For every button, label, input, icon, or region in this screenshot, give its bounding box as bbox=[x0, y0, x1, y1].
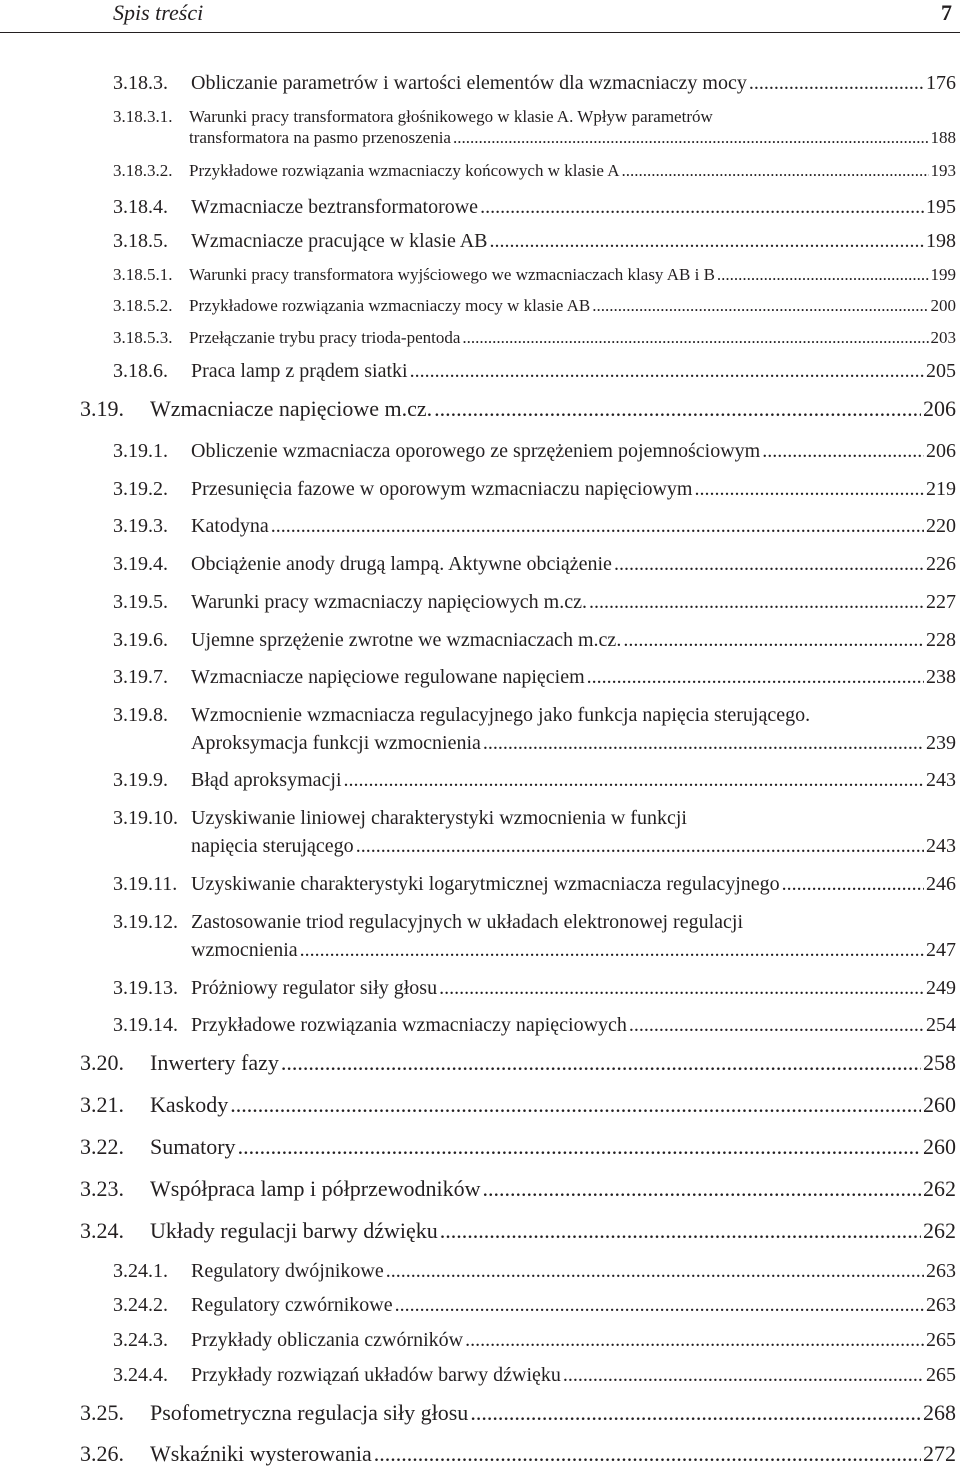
toc-entry-title: Praca lamp z prądem siatki bbox=[191, 360, 408, 382]
leader-dots bbox=[462, 328, 928, 348]
toc-entry-page: 176 bbox=[926, 72, 956, 94]
toc-entry-page: 205 bbox=[926, 360, 956, 382]
toc-entry-number: 3.18.5. bbox=[113, 230, 168, 252]
toc-entry-title: Ujemne sprzężenie zwrotne we wzmacniaczach m.cz. bbox=[191, 629, 622, 651]
toc-entry-number: 3.21. bbox=[80, 1092, 124, 1117]
toc-entry[interactable] bbox=[113, 807, 687, 830]
toc-entry-page: 200 bbox=[930, 296, 956, 315]
toc-entry-title: Przykładowe rozwiązania wzmacniaczy napięciowych bbox=[191, 1014, 627, 1036]
leader-dots bbox=[271, 515, 924, 538]
toc-entry-number: 3.18.5.3. bbox=[113, 328, 173, 347]
toc-entry-page: 262 bbox=[923, 1176, 956, 1201]
toc-entry-page: 206 bbox=[926, 440, 956, 462]
header-rule bbox=[0, 32, 960, 33]
leader-dots bbox=[782, 873, 924, 896]
toc-entry[interactable] bbox=[80, 1400, 956, 1426]
toc-entry-number: 3.24.3. bbox=[113, 1329, 168, 1351]
toc-entry-number: 3.22. bbox=[80, 1134, 124, 1159]
leader-dots bbox=[238, 1134, 921, 1160]
toc-entry-number: 3.18.5.1. bbox=[113, 265, 173, 284]
toc-entry[interactable] bbox=[113, 1364, 956, 1387]
toc-entry[interactable] bbox=[113, 704, 810, 727]
toc-entry-page: 206 bbox=[923, 396, 956, 421]
toc-entry-number: 3.24. bbox=[80, 1218, 124, 1243]
leader-dots bbox=[395, 1294, 924, 1317]
toc-entry-page: 198 bbox=[926, 230, 956, 252]
leader-dots bbox=[356, 835, 924, 858]
toc-entry-page: 199 bbox=[930, 265, 956, 284]
toc-entry-number: 3.18.3.1. bbox=[113, 107, 173, 126]
toc-entry-page: 260 bbox=[923, 1092, 956, 1117]
toc-entry[interactable] bbox=[113, 161, 956, 181]
toc-entry-title: Sumatory bbox=[150, 1134, 236, 1159]
toc-entry-title: Układy regulacji barwy dźwięku bbox=[150, 1218, 438, 1243]
toc-entry-number: 3.19.10. bbox=[113, 807, 178, 829]
toc-entry-number: 3.18.3. bbox=[113, 72, 168, 94]
toc-entry[interactable] bbox=[113, 296, 956, 316]
leader-dots bbox=[281, 1050, 921, 1076]
toc-entry[interactable] bbox=[80, 1134, 956, 1160]
toc-entry-page: 263 bbox=[926, 1294, 956, 1316]
toc-entry-number: 3.19.2. bbox=[113, 478, 168, 500]
toc-entry-number: 3.18.6. bbox=[113, 360, 168, 382]
leader-dots bbox=[717, 265, 929, 285]
leader-dots bbox=[483, 732, 924, 755]
toc-entry-page: 262 bbox=[923, 1218, 956, 1243]
toc-entry[interactable] bbox=[113, 1294, 956, 1317]
toc-entry-title: Wzmacniacze beztransformatorowe bbox=[191, 196, 479, 218]
leader-dots bbox=[614, 553, 924, 576]
toc-entry-page: 220 bbox=[926, 515, 956, 537]
page-number: 7 bbox=[941, 0, 952, 25]
leader-dots bbox=[230, 1092, 921, 1118]
toc-entry-number: 3.19.8. bbox=[113, 704, 168, 726]
toc-entry[interactable] bbox=[113, 591, 956, 614]
toc-entry-title: Przykładowe rozwiązania wzmacniaczy mocy w klasie AB bbox=[189, 296, 591, 315]
toc-entry-title: Uzyskiwanie liniowej charakterystyki wzmocnienia w funkcji bbox=[191, 807, 687, 829]
toc-entry-title: Przesunięcia fazowe w oporowym wzmacniaczu napięciowym bbox=[191, 478, 693, 500]
running-title: Spis treści bbox=[113, 0, 204, 25]
toc-entry-page: 258 bbox=[923, 1050, 956, 1075]
toc-entry-page: 228 bbox=[926, 629, 956, 651]
toc-entry[interactable] bbox=[113, 515, 956, 538]
leader-dots bbox=[622, 161, 929, 181]
toc-entry-number: 3.19.5. bbox=[113, 591, 168, 613]
toc-entry-title: Warunki pracy wzmacniaczy napięciowych m.cz. bbox=[191, 591, 587, 613]
leader-dots bbox=[592, 296, 928, 316]
toc-entry-title: Wzmacniacze napięciowe m.cz. bbox=[150, 396, 433, 421]
toc-entry[interactable] bbox=[113, 440, 956, 463]
toc-entry[interactable] bbox=[113, 196, 956, 219]
toc-entry-title: Przykłady obliczania czwórników bbox=[191, 1329, 464, 1351]
leader-dots bbox=[386, 1260, 924, 1283]
toc-entry-title: Wskaźniki wysterowania bbox=[150, 1441, 372, 1466]
toc-entry-title: Kaskody bbox=[150, 1092, 229, 1117]
toc-entry-number: 3.19.9. bbox=[113, 769, 168, 791]
toc-entry-title: Wzmacniacze pracujące w klasie AB bbox=[191, 230, 488, 252]
toc-entry-number: 3.19.12. bbox=[113, 911, 178, 933]
toc-entry-page: 203 bbox=[930, 328, 956, 347]
toc-entry-page: 219 bbox=[926, 478, 956, 500]
leader-dots bbox=[589, 591, 924, 614]
toc-entry-number: 3.19.6. bbox=[113, 629, 168, 651]
toc-entry-number: 3.18.4. bbox=[113, 196, 168, 218]
toc-entry-page: 246 bbox=[926, 873, 956, 895]
toc-entry[interactable] bbox=[113, 553, 956, 576]
toc-entry-title: Przykłady rozwiązań układów barwy dźwięku bbox=[191, 1364, 561, 1386]
toc-entry[interactable] bbox=[113, 629, 956, 652]
toc-entry[interactable] bbox=[113, 265, 956, 285]
toc-entry-number: 3.24.1. bbox=[113, 1260, 168, 1282]
toc-entry[interactable] bbox=[113, 230, 956, 253]
toc-entry-title: Psofometryczna regulacja siły głosu bbox=[150, 1400, 469, 1425]
toc-entry-number: 3.19.7. bbox=[113, 666, 168, 688]
leader-dots bbox=[623, 629, 924, 652]
toc-entry-title: Regulatory dwójnikowe bbox=[191, 1260, 384, 1282]
toc-entry[interactable] bbox=[113, 360, 956, 383]
page-header bbox=[0, 0, 960, 34]
toc-entry-title-continued: transformatora na pasmo przenoszenia bbox=[189, 128, 451, 147]
toc-entry-page: 249 bbox=[926, 977, 956, 999]
toc-entry-number: 3.18.3.2. bbox=[113, 161, 173, 180]
leader-dots bbox=[762, 440, 924, 463]
toc-entry-title: Zastosowanie triod regulacyjnych w układach elektronowej regulacji bbox=[191, 911, 744, 933]
toc-entry-title: Przełączanie trybu pracy trioda-pentoda bbox=[189, 328, 461, 347]
toc-entry[interactable] bbox=[80, 1092, 956, 1118]
toc-entry-page: 193 bbox=[930, 161, 956, 180]
toc-entry-number: 3.19.3. bbox=[113, 515, 168, 537]
toc-entry[interactable] bbox=[113, 1014, 956, 1037]
toc-entry[interactable] bbox=[113, 769, 956, 792]
toc-entry-title: Przykładowe rozwiązania wzmacniaczy końcowych w klasie A bbox=[189, 161, 620, 180]
toc-entry-title: Regulatory czwórnikowe bbox=[191, 1294, 393, 1316]
toc-entry-page: 254 bbox=[926, 1014, 956, 1036]
leader-dots bbox=[470, 1400, 921, 1426]
leader-dots bbox=[300, 939, 924, 962]
toc-entry[interactable] bbox=[113, 1329, 956, 1352]
toc-entry-page: 260 bbox=[923, 1134, 956, 1159]
toc-entry-page: 263 bbox=[926, 1260, 956, 1282]
toc-entry-number: 3.18.5.2. bbox=[113, 296, 173, 315]
toc-entry-page: 243 bbox=[926, 769, 956, 791]
toc-entry-page: 238 bbox=[926, 666, 956, 688]
toc-entry-page: 265 bbox=[926, 1329, 956, 1351]
toc-entry-number: 3.19.4. bbox=[113, 553, 168, 575]
toc-entry[interactable] bbox=[113, 977, 956, 1000]
toc-entry-continuation[interactable] bbox=[191, 732, 956, 755]
toc-entry-page: 188 bbox=[930, 128, 956, 147]
toc-entry-title: Wzmacniacze napięciowe regulowane napięciem bbox=[191, 666, 585, 688]
toc-entry-title: Uzyskiwanie charakterystyki logarytmicznej wzmacniacza regulacyjnego bbox=[191, 873, 780, 895]
toc-entry[interactable] bbox=[113, 478, 956, 501]
toc-entry[interactable] bbox=[80, 1441, 956, 1467]
toc-entry[interactable] bbox=[113, 911, 743, 934]
toc-entry-page: 272 bbox=[923, 1441, 956, 1466]
toc-entry-number: 3.24.2. bbox=[113, 1294, 168, 1316]
toc-entry-page: 243 bbox=[926, 835, 956, 857]
toc-entry-page: 247 bbox=[926, 939, 956, 961]
toc-entry-number: 3.19.1. bbox=[113, 440, 168, 462]
toc-entry-title: Współpraca lamp i półprzewodników bbox=[150, 1176, 481, 1201]
leader-dots bbox=[374, 1441, 921, 1467]
toc-entry[interactable] bbox=[113, 107, 713, 127]
toc-entry-page: 227 bbox=[926, 591, 956, 613]
toc-entry[interactable] bbox=[80, 1176, 956, 1202]
toc-entry-title: Inwertery fazy bbox=[150, 1050, 279, 1075]
toc-entry-number: 3.20. bbox=[80, 1050, 124, 1075]
toc-entry-title: Wzmocnienie wzmacniacza regulacyjnego jako funkcja napięcia sterującego. bbox=[191, 704, 811, 726]
toc-entry-title: Warunki pracy transformatora głośnikowego w klasie A. Wpływ parametrów bbox=[189, 107, 713, 126]
toc-entry-number: 3.24.4. bbox=[113, 1364, 168, 1386]
toc-entry-number: 3.25. bbox=[80, 1400, 124, 1425]
toc-entry-title: Obciążenie anody drugą lampą. Aktywne obciążenie bbox=[191, 553, 612, 575]
leader-dots bbox=[694, 478, 924, 501]
toc-entry-continuation[interactable] bbox=[191, 939, 956, 962]
toc-entry-number: 3.26. bbox=[80, 1441, 124, 1466]
toc-entry-title: Warunki pracy transformatora wyjściowego we wzmacniaczach klasy AB i B bbox=[189, 265, 715, 284]
toc-entry-title: Obliczanie parametrów i wartości elementów dla wzmacniaczy mocy bbox=[191, 72, 747, 94]
toc-entry-page: 226 bbox=[926, 553, 956, 575]
toc-entry-page: 265 bbox=[926, 1364, 956, 1386]
toc-entry-title-continued: wzmocnienia bbox=[191, 939, 298, 961]
leader-dots bbox=[344, 769, 924, 792]
toc-entry-page: 195 bbox=[926, 196, 956, 218]
leader-dots bbox=[629, 1014, 924, 1037]
leader-dots bbox=[490, 230, 924, 253]
toc-entry[interactable] bbox=[113, 666, 956, 689]
leader-dots bbox=[434, 396, 921, 422]
toc-entry[interactable] bbox=[113, 328, 956, 348]
leader-dots bbox=[465, 1329, 924, 1352]
toc-entry[interactable] bbox=[113, 1260, 956, 1283]
toc-entry-page: 239 bbox=[926, 732, 956, 754]
toc-entry-continuation[interactable] bbox=[191, 835, 956, 858]
toc-entry[interactable] bbox=[113, 873, 956, 896]
toc-entry[interactable] bbox=[113, 72, 956, 95]
toc-entry-number: 3.19. bbox=[80, 396, 124, 421]
leader-dots bbox=[410, 360, 924, 383]
toc-entry-number: 3.23. bbox=[80, 1176, 124, 1201]
toc-entry-title: Próżniowy regulator siły głosu bbox=[191, 977, 438, 999]
toc-entry-title-continued: napięcia sterującego bbox=[191, 835, 354, 857]
toc-entry-page: 268 bbox=[923, 1400, 956, 1425]
toc-entry-title: Obliczenie wzmacniacza oporowego ze sprzężeniem pojemnościowym bbox=[191, 440, 761, 462]
leader-dots bbox=[749, 72, 924, 95]
toc-entry[interactable] bbox=[80, 1050, 956, 1076]
toc-entry-title: Katodyna bbox=[191, 515, 269, 537]
toc-entry-continuation[interactable] bbox=[189, 128, 956, 148]
toc-entry-title-continued: Aproksymacja funkcji wzmocnienia bbox=[191, 732, 481, 754]
leader-dots bbox=[453, 128, 929, 148]
leader-dots bbox=[587, 666, 924, 689]
toc-entry[interactable] bbox=[80, 396, 956, 422]
leader-dots bbox=[563, 1364, 924, 1387]
toc-entry-number: 3.19.14. bbox=[113, 1014, 178, 1036]
leader-dots bbox=[480, 196, 924, 219]
leader-dots bbox=[483, 1176, 921, 1202]
toc-entry[interactable] bbox=[80, 1218, 956, 1244]
toc-entry-number: 3.19.11. bbox=[113, 873, 178, 895]
leader-dots bbox=[439, 977, 924, 1000]
leader-dots bbox=[440, 1218, 921, 1244]
toc-entry-title: Błąd aproksymacji bbox=[191, 769, 342, 791]
toc-entry-number: 3.19.13. bbox=[113, 977, 178, 999]
